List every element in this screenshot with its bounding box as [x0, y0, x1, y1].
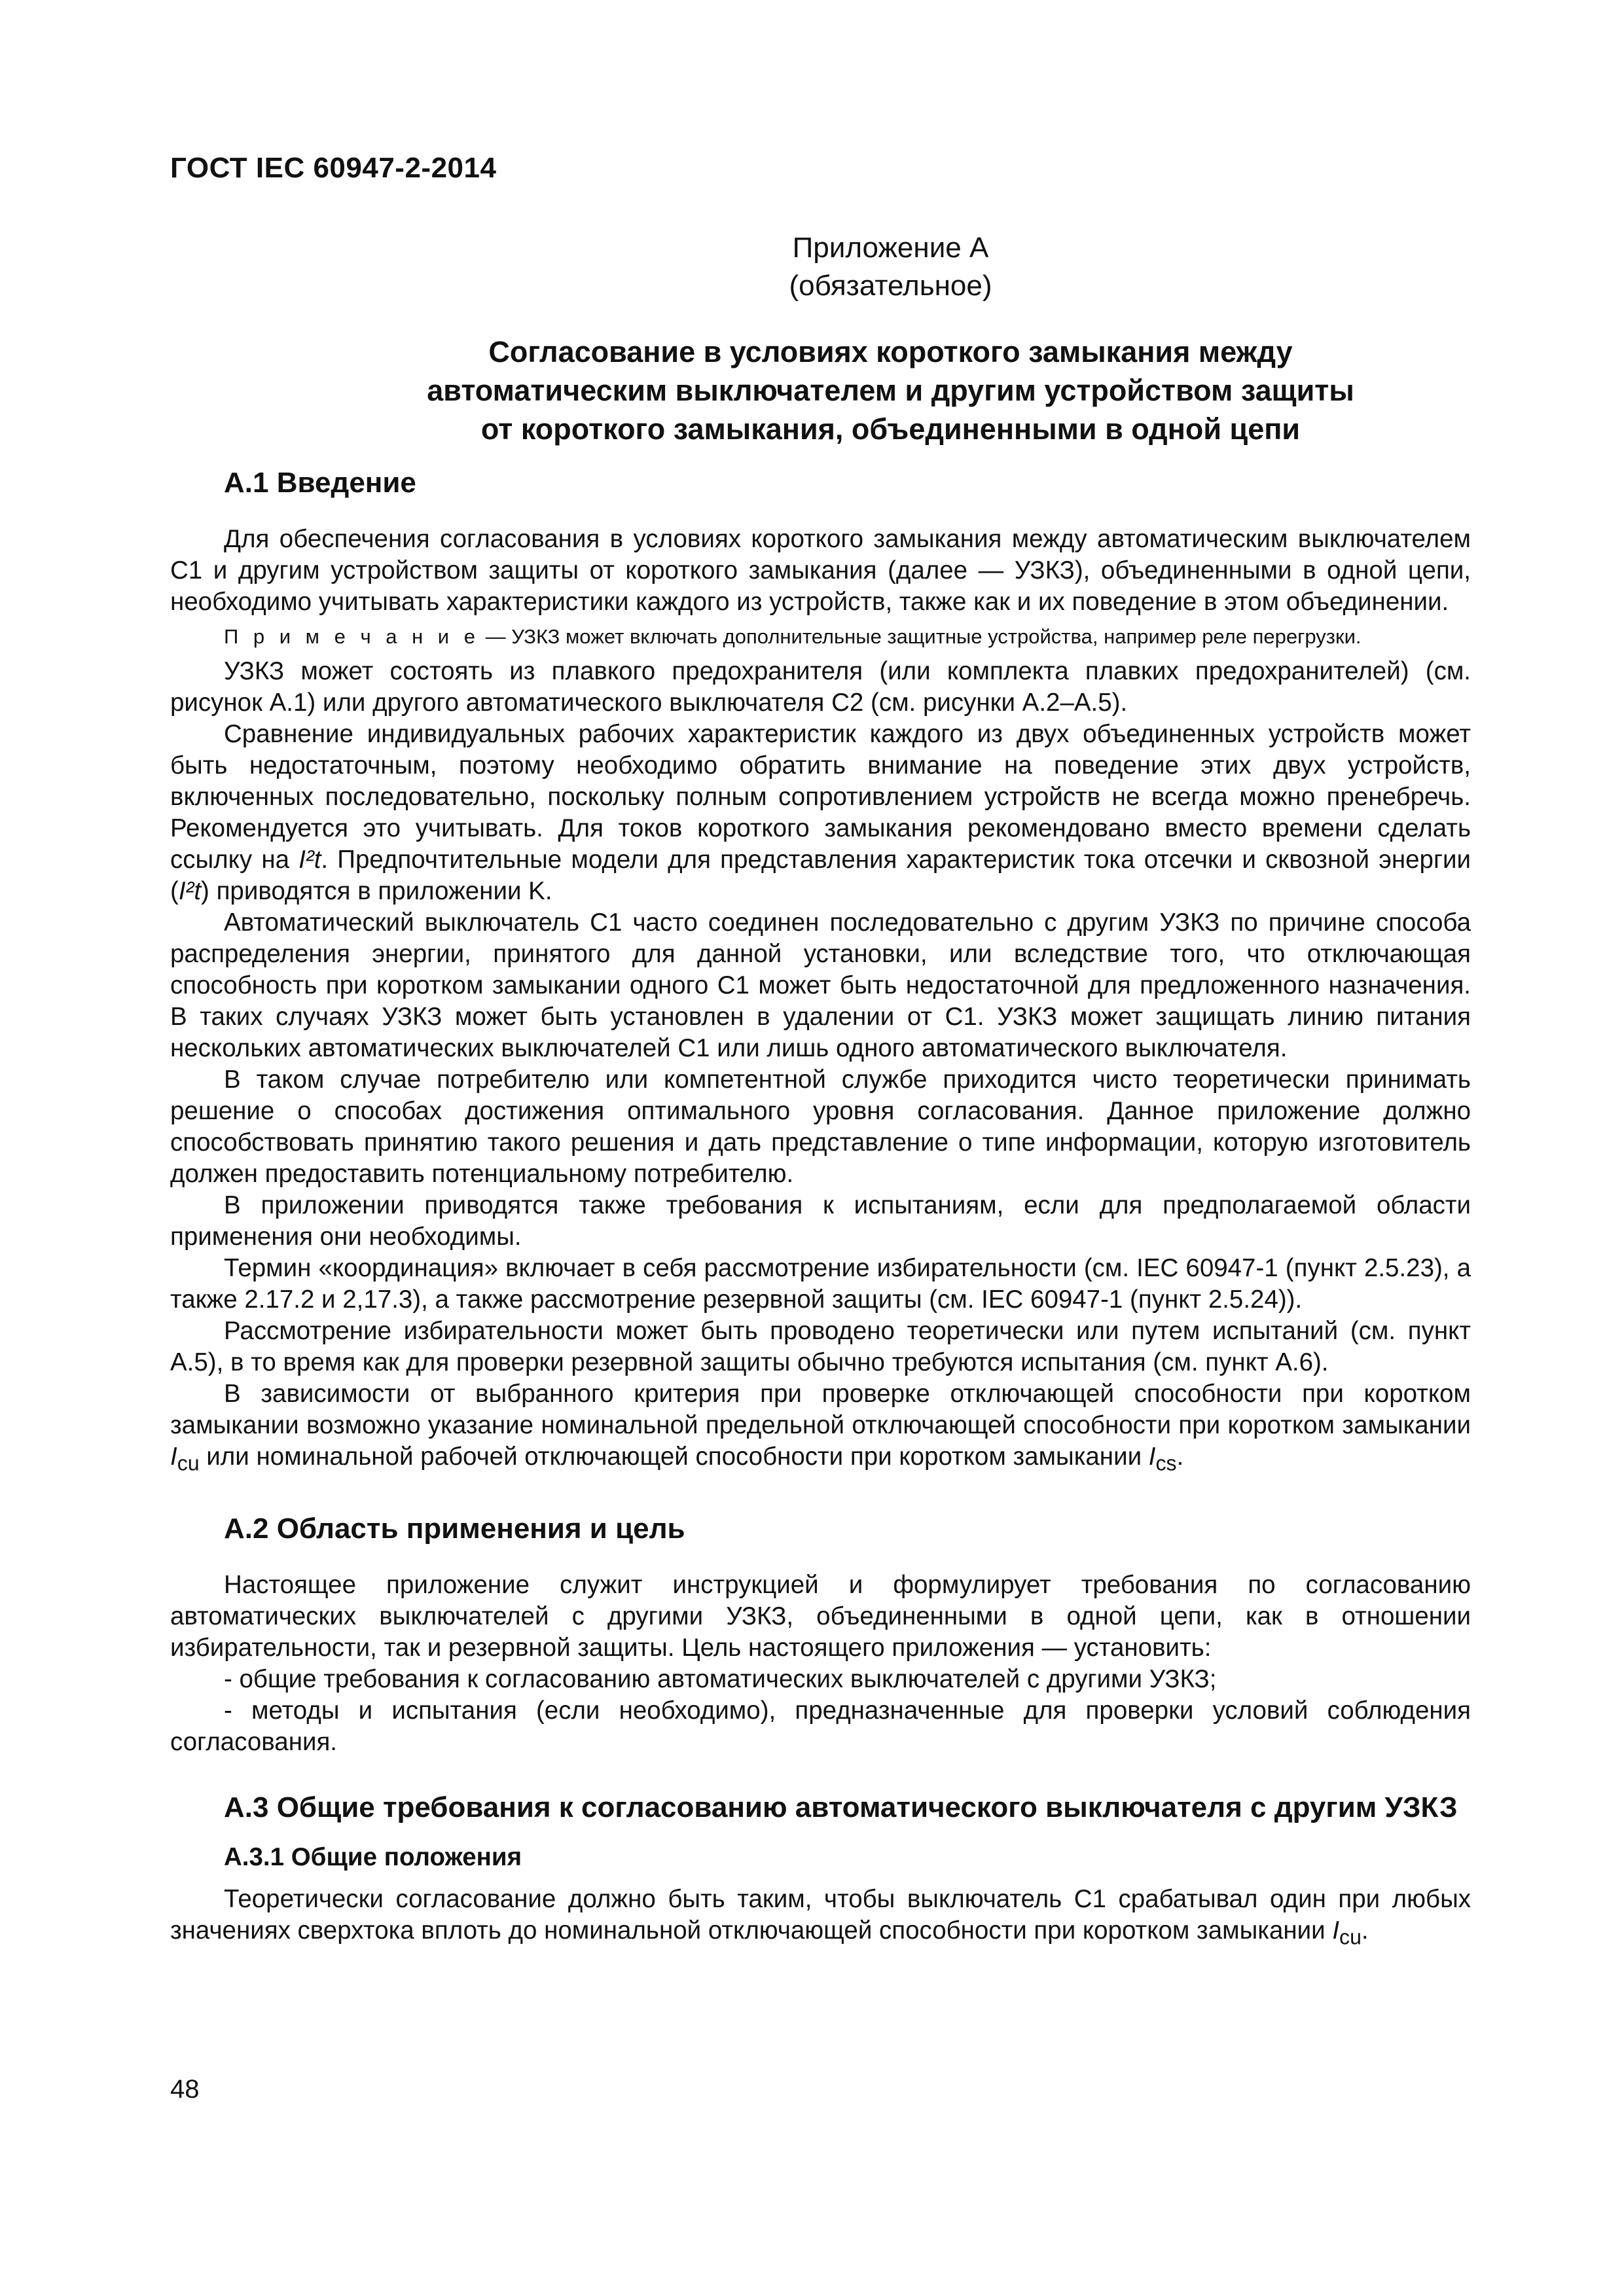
title-line-1: Согласование в условиях короткого замыкания между	[488, 335, 1293, 368]
note	[170, 622, 1471, 652]
paragraph	[170, 719, 1471, 907]
title-line-3: от короткого замыкания, объединенными в одной цепи	[480, 412, 1301, 446]
paragraph: Термин «координация» включает в себя рассмотрение избирательности (см. IEC 60947-1 (пункт 2.5.23), а также 2.17.2 и 2,17.3), а также рассмотрение резервной защиты (см. IEC 60947-1 (пункт 2.5.24)).	[170, 1254, 1471, 1314]
symbol-subscript: cs	[1155, 1451, 1177, 1475]
paragraph: Настоящее приложение служит инструкцией и формулирует требования по согласованию автоматических выключателей с другими УЗКЗ, объединенными в одной цепи, как в отношении избирательности, так и резервной защиты. Цель настоящего приложения — установить:	[170, 1570, 1471, 1662]
paragraph: Для обеспечения согласования в условиях короткого замыкания между автоматическим выключателем C1 и другим устройством защиты от короткого замыкания (далее — УЗКЗ), объединенными в одной цепи, необходимо учитывать характеристики каждого из устройств, также как и их поведение в этом объединении.	[170, 525, 1471, 616]
symbol-subscript: cu	[177, 1451, 200, 1475]
symbol-icu: I	[170, 1443, 177, 1471]
appendix-status: (обязательное)	[789, 270, 992, 302]
subsection-heading-a3-1: А.3.1 Общие положения	[224, 1842, 522, 1871]
section-heading-a2: А.2 Область применения и цель	[224, 1512, 685, 1545]
list-item: - общие требования к согласованию автоматических выключателей с другими УЗКЗ;	[224, 1664, 1217, 1693]
document-body	[170, 463, 1471, 1952]
paragraph: В приложении приводятся также требования к испытаниям, если для предполагаемой области применения они необходимы.	[170, 1191, 1471, 1251]
formula-i2t: I²t	[178, 877, 202, 905]
section-heading-a1: А.1 Введение	[224, 467, 416, 499]
appendix-heading	[0, 229, 1624, 305]
symbol-subscript: cu	[1339, 1925, 1362, 1949]
text-run: . Предпочтительные модели для представления характеристик тока отсечки и сквозной энергии (	[170, 846, 1471, 905]
note-text: — УЗКЗ может включать дополнительные защитные устройства, например реле перегрузки.	[479, 625, 1362, 648]
paragraph: Автоматический выключатель C1 часто соединен последовательно с другим УЗКЗ по причине способа распределения энергии, принятого для данной установки, или вследствие того, что отключающая способность при коротком замыкании одного C1 может быть недостаточной для предложенного назначения. В таких случаях УЗКЗ может быть установлен в удалении от C1. УЗКЗ может защищать линию питания нескольких автоматических выключателей C1 или лишь одного автоматического выключателя.	[170, 908, 1471, 1062]
symbol-icu: I	[1332, 1916, 1340, 1945]
appendix-title	[0, 332, 1624, 448]
text-run: .	[1176, 1443, 1184, 1471]
symbol-ics: I	[1148, 1443, 1156, 1471]
text-run: .	[1361, 1916, 1369, 1945]
paragraph	[170, 1884, 1471, 1953]
section-heading-a3: А.3 Общие требования к согласованию автоматического выключателя с другим УЗКЗ	[224, 1791, 1458, 1823]
paragraph: Рассмотрение избирательности может быть проводено теоретически или путем испытаний (см. пункт А.5), в то время как для проверки резервной защиты обычно требуются испытания (см. пункт А.6).	[170, 1317, 1471, 1376]
list-item: - методы и испытания (если необходимо), предназначенные для проверки условий соблюдения согласования.	[170, 1696, 1471, 1756]
page-number: 48	[170, 2075, 200, 2104]
note-label: П р и м е ч а н и е	[224, 625, 480, 648]
text-run: или номинальной рабочей отключающей способности при коротком замыкании	[199, 1443, 1149, 1471]
paragraph: В таком случае потребителю или компетентной службе приходится чисто теоретически принимать решение о способах достижения оптимального уровня согласования. Данное приложение должно способствовать принятию такого решения и дать представление о типе информации, которую изготовитель должен предоставить потенциальному потребителю.	[170, 1066, 1471, 1188]
formula-i2t: I²t	[298, 846, 321, 874]
text-run: ) приводятся в приложении K.	[201, 877, 552, 905]
paragraph	[170, 1378, 1471, 1479]
text-run: В зависимости от выбранного критерия при проверке отключающей способности при коротком замыкании возможно указание номинальной предельной отключающей способности при коротком замыкании	[170, 1380, 1471, 1439]
appendix-label: Приложение А	[792, 232, 989, 264]
paragraph: УЗКЗ может состоять из плавкого предохранителя (или комплекта плавких предохранителей) (см. рисунок А.1) или другого автоматического выключателя C2 (см. рисунки А.2–А.5).	[170, 657, 1471, 717]
title-line-2: автоматическим выключателем и другим устройством защиты	[427, 374, 1354, 407]
document-number: ГОСТ IEC 60947-2-2014	[170, 152, 497, 184]
text-run: Сравнение индивидуальных рабочих характеристик каждого из двух объединенных устройств может быть недостаточным, поэтому необходимо обратить внимание на поведение этих двух устройств, включенных последовательно, поскольку полным сопротивлением устройств не всегда можно пренебречь. Рекомендуется это учитывать. Для токов короткого замыкания рекомендовано вместо времени сделать ссылку на	[170, 720, 1471, 874]
text-run: Теоретически согласование должно быть таким, чтобы выключатель C1 срабатывал один при любых значениях сверхтока вплоть до номинальной отключающей способности при коротком замыкании	[170, 1884, 1471, 1945]
